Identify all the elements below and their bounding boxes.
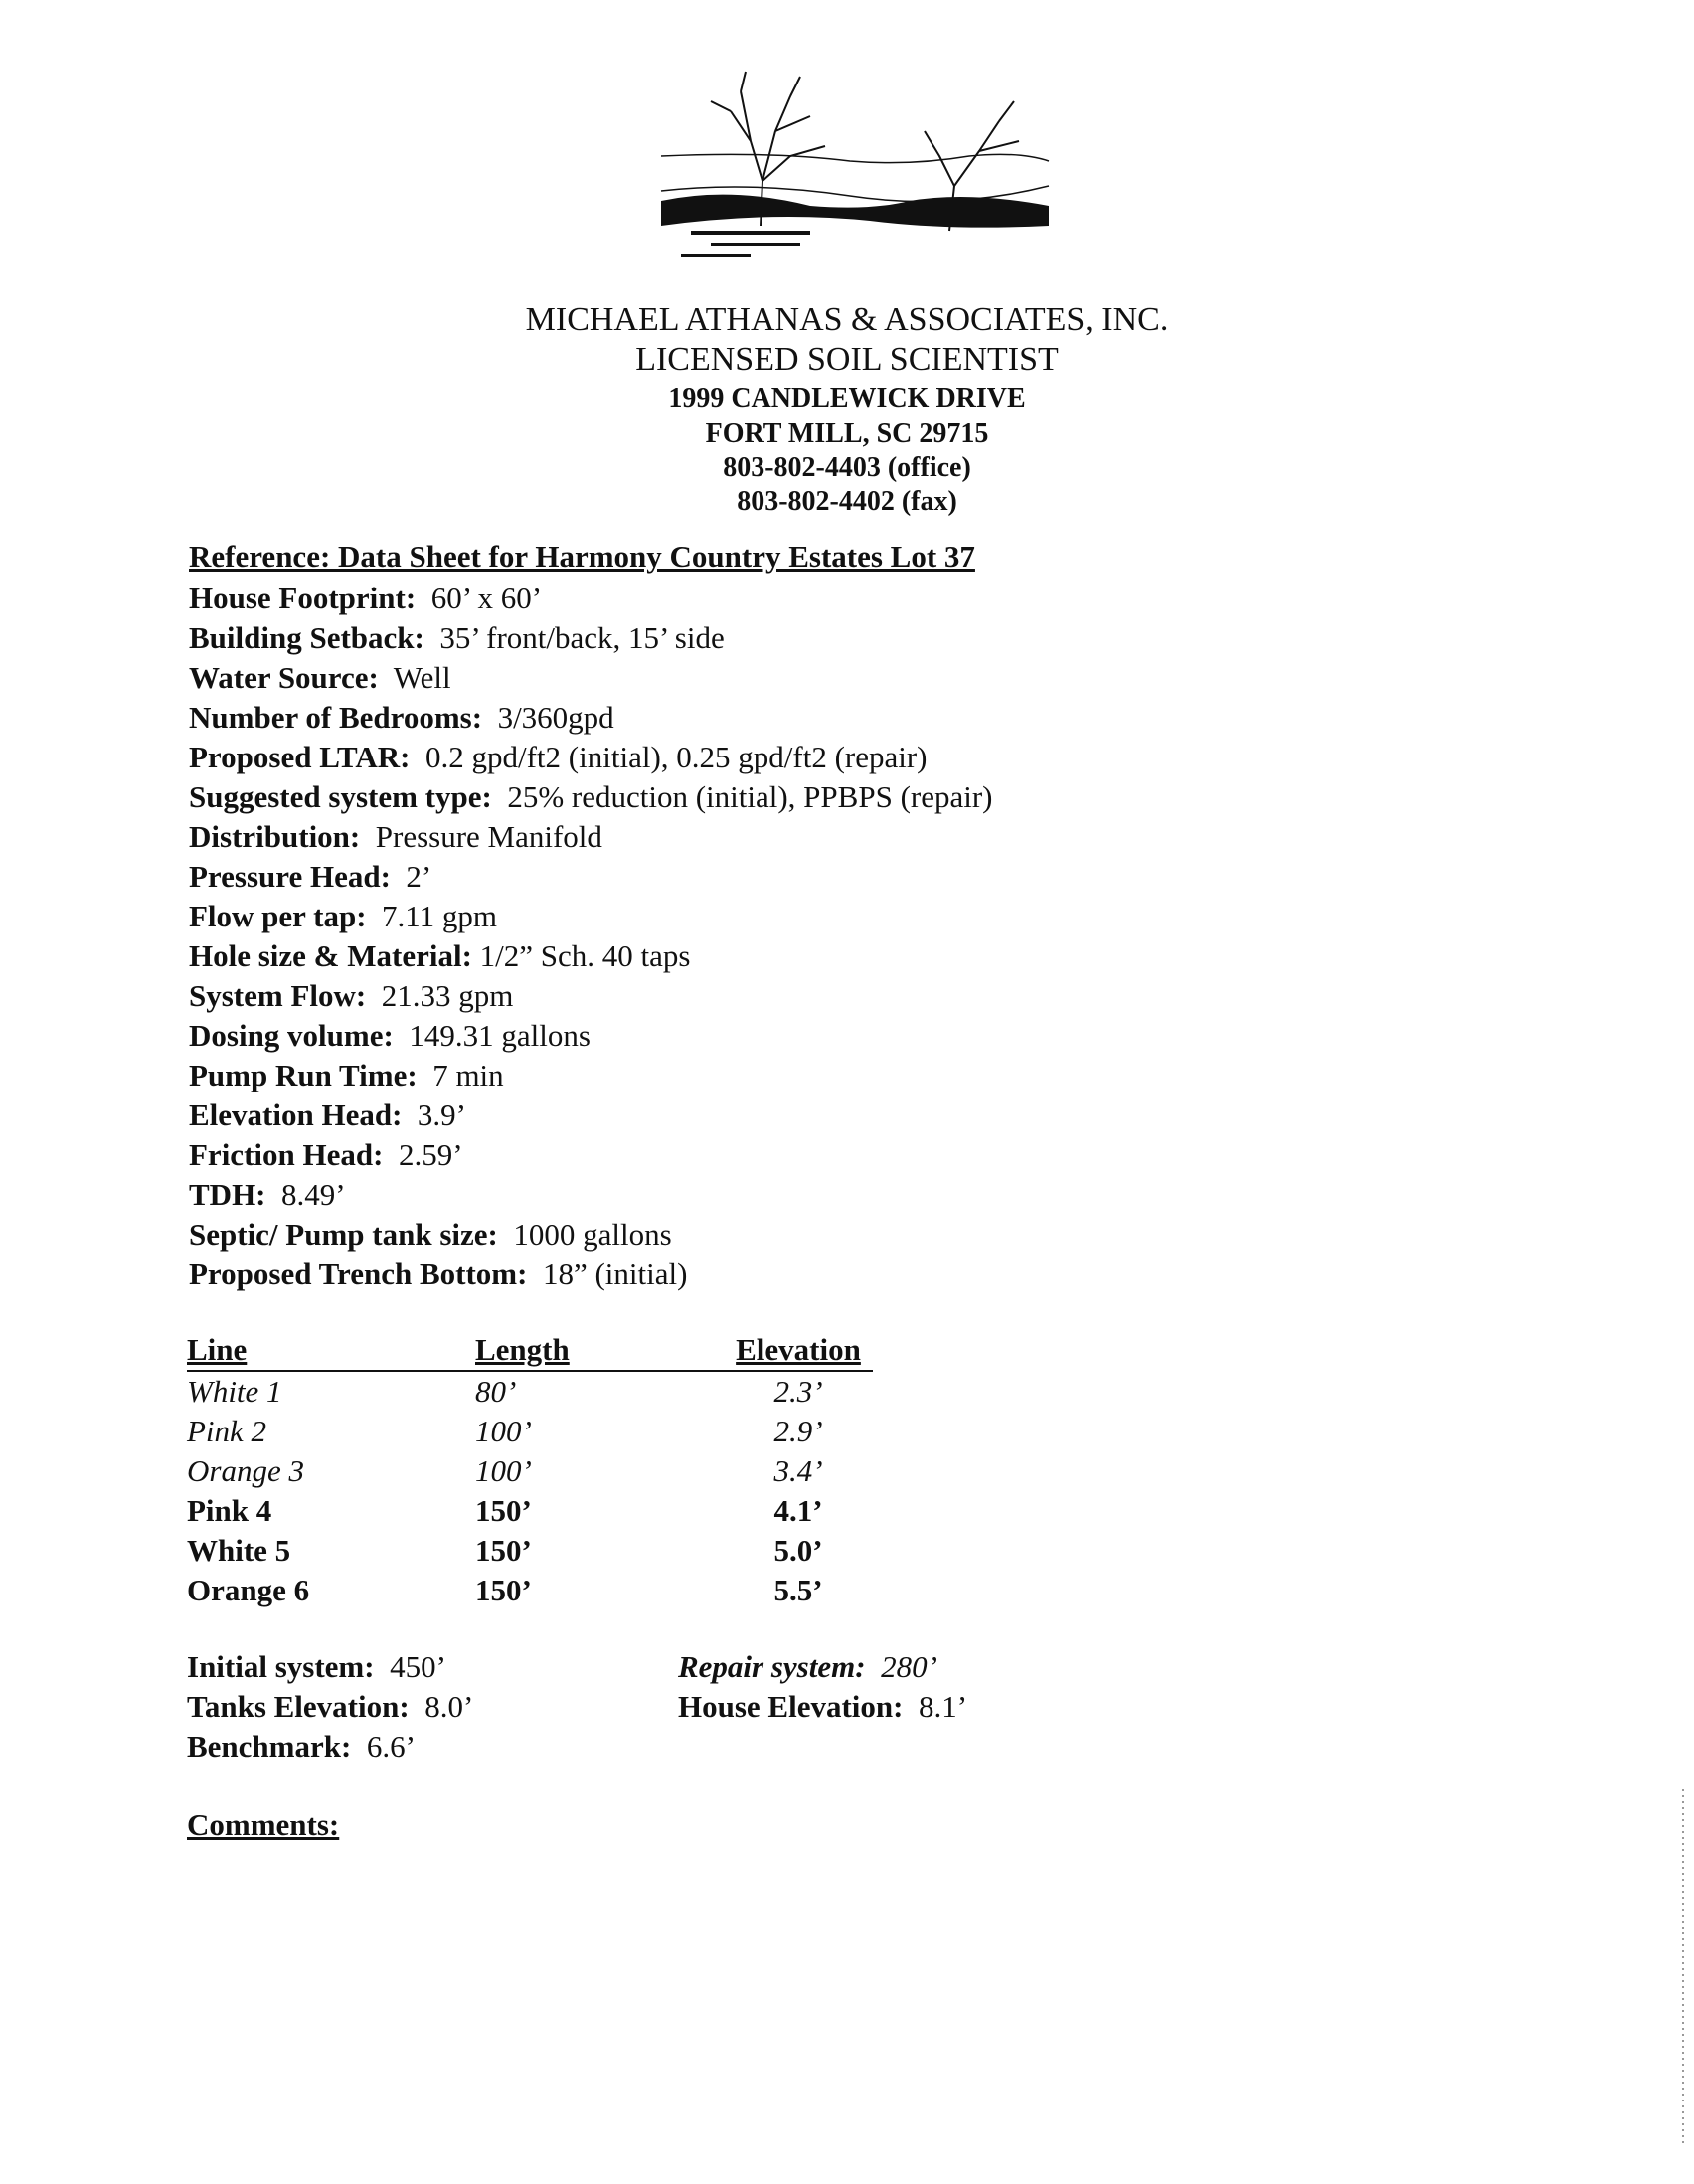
house-elevation: House Elevation: 8.1’ — [678, 1689, 968, 1724]
street-address: 1999 CANDLEWICK DRIVE — [668, 383, 1026, 414]
benchmark: Benchmark: 6.6’ — [187, 1729, 416, 1764]
field-system-flow: System Flow: 21.33 gpm — [189, 978, 514, 1013]
cell-length: 150’ — [475, 1573, 532, 1607]
city-state-zip: FORT MILL, SC 29715 — [705, 419, 989, 449]
field-trench-bottom: Proposed Trench Bottom: 18” (initial) — [189, 1257, 688, 1291]
cell-elevation: 4.1’ — [773, 1493, 823, 1528]
field-building-setback: Building Setback: 35’ front/back, 15’ side — [189, 620, 725, 655]
cell-elevation: 3.4’ — [773, 1453, 823, 1488]
tanks-elevation: Tanks Elevation: 8.0’ — [187, 1689, 474, 1724]
field-hole-size-material: Hole size & Material: 1/2” Sch. 40 taps — [189, 938, 691, 973]
table-header-row — [187, 1330, 873, 1371]
field-proposed-ltar: Proposed LTAR: 0.2 gpd/ft2 (initial), 0.25 gpd/ft2 (repair) — [189, 740, 928, 774]
cell-elevation: 5.5’ — [773, 1573, 823, 1607]
table-row — [187, 1491, 873, 1531]
comments-heading: Comments: — [187, 1807, 340, 1842]
table-row — [187, 1451, 873, 1491]
cell-line: Orange 6 — [187, 1573, 310, 1607]
cell-elevation: 5.0’ — [773, 1533, 823, 1568]
field-pump-run-time: Pump Run Time: 7 min — [189, 1058, 504, 1092]
fax-number: 803-802-4402 (fax) — [737, 486, 957, 517]
field-friction-head: Friction Head: 2.59’ — [189, 1137, 463, 1172]
office-phone: 803-802-4403 (office) — [723, 452, 971, 483]
field-tank-size: Septic/ Pump tank size: 1000 gallons — [189, 1217, 672, 1252]
field-water-source: Water Source: Well — [189, 660, 451, 695]
cell-line: White 5 — [187, 1533, 291, 1568]
repair-system: Repair system: 280’ — [678, 1649, 937, 1684]
header-line: Line — [187, 1330, 475, 1371]
cell-length: 150’ — [475, 1493, 532, 1528]
reference-heading: Reference: Data Sheet for Harmony Country Estates Lot 37 — [189, 539, 975, 574]
cell-line: Pink 4 — [187, 1493, 272, 1528]
cell-line: White 1 — [187, 1374, 282, 1409]
cell-length: 80’ — [475, 1374, 517, 1409]
cell-line: Orange 3 — [187, 1453, 304, 1488]
field-tdh: TDH: 8.49’ — [189, 1177, 346, 1212]
company-logo — [651, 62, 1059, 280]
field-elevation-head: Elevation Head: 3.9’ — [189, 1097, 466, 1132]
lines-table — [187, 1330, 873, 1610]
field-flow-per-tap: Flow per tap: 7.11 gpm — [189, 899, 497, 933]
table-row — [187, 1531, 873, 1571]
field-number-of-bedrooms: Number of Bedrooms: 3/360gpd — [189, 700, 614, 735]
cell-length: 150’ — [475, 1533, 532, 1568]
cell-length: 100’ — [475, 1414, 532, 1448]
company-title: LICENSED SOIL SCIENTIST — [635, 341, 1059, 378]
field-distribution: Distribution: Pressure Manifold — [189, 819, 602, 854]
table-row — [187, 1412, 873, 1451]
field-suggested-system-type: Suggested system type: 25% reduction (initial), PPBPS (repair) — [189, 779, 993, 814]
company-name: MICHAEL ATHANAS & ASSOCIATES, INC. — [525, 301, 1169, 338]
table-row — [187, 1371, 873, 1412]
header-length: Length — [475, 1330, 724, 1371]
scan-edge-marks — [1682, 1789, 1684, 2147]
field-dosing-volume: Dosing volume: 149.31 gallons — [189, 1018, 591, 1053]
cell-line: Pink 2 — [187, 1414, 267, 1448]
field-house-footprint: House Footprint: 60’ x 60’ — [189, 581, 543, 615]
field-pressure-head: Pressure Head: 2’ — [189, 859, 432, 894]
table-row — [187, 1571, 873, 1610]
data-fields — [189, 579, 993, 1294]
initial-system: Initial system: 450’ — [187, 1649, 446, 1684]
cell-elevation: 2.9’ — [773, 1414, 823, 1448]
cell-elevation: 2.3’ — [773, 1374, 823, 1409]
cell-length: 100’ — [475, 1453, 532, 1488]
header-elevation: Elevation — [724, 1330, 873, 1371]
